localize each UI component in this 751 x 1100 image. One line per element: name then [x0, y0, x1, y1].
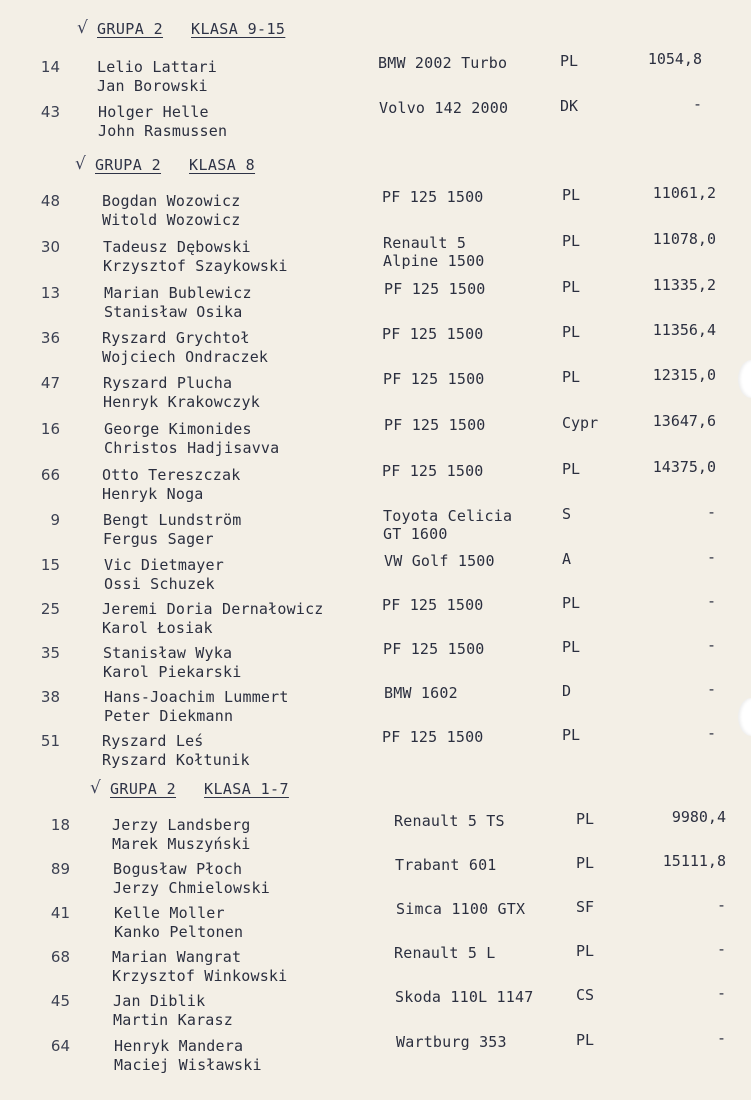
country-code: A: [562, 550, 572, 568]
car-model-line2: Alpine 1500: [383, 252, 485, 270]
car-model: Simca 1100 GTX: [396, 900, 526, 918]
start-number: 9: [50, 511, 60, 529]
country-code: PL: [562, 368, 581, 386]
country-code: PL: [576, 1031, 595, 1049]
car-model: PF 125 1500: [382, 728, 484, 746]
checkmark-icon: √: [77, 18, 89, 38]
country-code: PL: [576, 942, 595, 960]
car-model: Renault 5: [383, 234, 467, 252]
co-driver-name: Marek Muszyński: [112, 835, 251, 853]
start-number: 89: [50, 860, 70, 878]
driver-name: Jerzy Landsberg: [112, 816, 251, 834]
driver-name: Henryk Mandera: [114, 1037, 244, 1055]
car-model: Wartburg 353: [396, 1033, 507, 1051]
country-code: CS: [576, 986, 595, 1004]
co-driver-name: Stanisław Osika: [104, 303, 243, 321]
result-value: -: [706, 548, 716, 566]
start-number: 13: [40, 284, 60, 302]
group-header: [77, 18, 286, 38]
start-number: 38: [40, 688, 60, 706]
driver-name: Ryszard Plucha: [103, 374, 233, 392]
result-value: -: [716, 984, 726, 1002]
country-code: PL: [562, 638, 581, 656]
start-number: 51: [40, 732, 60, 750]
start-number: 18: [50, 816, 70, 834]
start-number: 25: [40, 600, 60, 618]
driver-name: Holger Helle: [98, 103, 209, 121]
result-value: 9980,4: [671, 808, 726, 826]
country-code: PL: [560, 52, 579, 70]
group-label: GRUPA 2: [110, 780, 177, 798]
group-header: [90, 778, 289, 798]
car-model: PF 125 1500: [382, 596, 484, 614]
car-model-line2: GT 1600: [383, 525, 448, 543]
entry-row: [0, 1029, 751, 1081]
car-model: Skoda 110L 1147: [395, 988, 534, 1006]
result-value: 13647,6: [652, 412, 716, 430]
class-label: KLASA 1-7: [204, 780, 289, 798]
start-number: 48: [40, 192, 60, 210]
country-code: PL: [576, 810, 595, 828]
start-number: 64: [50, 1037, 70, 1055]
car-model: Toyota Celicia: [383, 507, 513, 525]
driver-name: Bogusław Płoch: [113, 860, 243, 878]
co-driver-name: Jan Borowski: [97, 77, 208, 95]
country-code: PL: [562, 726, 581, 744]
car-model: PF 125 1500: [384, 416, 486, 434]
country-code: PL: [576, 854, 595, 872]
start-number: 68: [50, 948, 70, 966]
result-value: -: [706, 592, 716, 610]
driver-name: Jeremi Doria Dernałowicz: [102, 600, 324, 618]
start-number: 43: [40, 103, 60, 121]
result-value: -: [706, 636, 716, 654]
result-value: 14375,0: [652, 458, 716, 476]
entry-row: [0, 95, 751, 147]
start-number: 14: [40, 58, 60, 76]
start-number: 15: [40, 556, 60, 574]
result-value: -: [706, 680, 716, 698]
country-code: DK: [560, 97, 579, 115]
group-label: GRUPA 2: [95, 156, 162, 174]
country-code: D: [562, 682, 572, 700]
co-driver-name: Jerzy Chmielowski: [113, 879, 270, 897]
driver-name: Tadeusz Dębowski: [103, 238, 251, 256]
car-model: PF 125 1500: [382, 325, 484, 343]
co-driver-name: Ryszard Kołtunik: [102, 751, 250, 769]
co-driver-name: Karol Łosiak: [102, 619, 213, 637]
result-value: -: [716, 940, 726, 958]
result-value: 12315,0: [652, 366, 716, 384]
country-code: PL: [562, 278, 581, 296]
country-code: PL: [562, 232, 581, 250]
group-header: [75, 154, 256, 174]
car-model: Renault 5 L: [394, 944, 496, 962]
class-label: KLASA 9-15: [191, 20, 286, 38]
co-driver-name: Henryk Noga: [102, 485, 204, 503]
driver-name: Kelle Moller: [114, 904, 225, 922]
driver-name: Jan Diblik: [113, 992, 206, 1010]
country-code: PL: [562, 323, 581, 341]
start-number: 41: [50, 904, 70, 922]
car-model: BMW 2002 Turbo: [378, 54, 508, 72]
result-value: -: [706, 724, 716, 742]
co-driver-name: Maciej Wisławski: [114, 1056, 262, 1074]
co-driver-name: Wojciech Ondraczek: [102, 348, 269, 366]
driver-name: Otto Tereszczak: [102, 466, 241, 484]
result-value: 11356,4: [652, 321, 716, 339]
co-driver-name: Christos Hadjisavva: [104, 439, 280, 457]
driver-name: Lelio Lattari: [97, 58, 217, 76]
driver-name: Stanisław Wyka: [103, 644, 233, 662]
class-label: KLASA 8: [189, 156, 256, 174]
driver-name: Hans-Joachim Lummert: [104, 688, 289, 706]
start-number: 30: [40, 238, 60, 256]
group-label: GRUPA 2: [97, 20, 164, 38]
car-model: Trabant 601: [395, 856, 497, 874]
co-driver-name: Witold Wozowicz: [102, 211, 241, 229]
result-value: 1054,8: [647, 50, 702, 68]
start-number: 36: [40, 329, 60, 347]
start-number: 47: [40, 374, 60, 392]
start-number: 45: [50, 992, 70, 1010]
car-model: PF 125 1500: [383, 370, 485, 388]
result-value: 15111,8: [662, 852, 726, 870]
result-value: -: [692, 95, 702, 113]
car-model: Renault 5 TS: [394, 812, 505, 830]
car-model: PF 125 1500: [383, 640, 485, 658]
start-number: 35: [40, 644, 60, 662]
driver-name: Marian Wangrat: [112, 948, 242, 966]
driver-name: Ryszard Leś: [102, 732, 204, 750]
driver-name: Vic Dietmayer: [104, 556, 224, 574]
result-value: 11061,2: [652, 184, 716, 202]
country-code: Cypr: [562, 414, 599, 432]
driver-name: Bengt Lundström: [103, 511, 242, 529]
car-model: BMW 1602: [384, 684, 458, 702]
country-code: PL: [562, 460, 581, 478]
co-driver-name: Krzysztof Szaykowski: [103, 257, 288, 275]
start-number: 16: [40, 420, 60, 438]
result-value: 11335,2: [652, 276, 716, 294]
result-value: -: [716, 896, 726, 914]
co-driver-name: Karol Piekarski: [103, 663, 242, 681]
driver-name: George Kimonides: [104, 420, 252, 438]
car-model: PF 125 1500: [382, 462, 484, 480]
entry-row: [0, 724, 751, 776]
co-driver-name: Henryk Krakowczyk: [103, 393, 260, 411]
co-driver-name: Fergus Sager: [103, 530, 214, 548]
co-driver-name: Martin Karasz: [113, 1011, 233, 1029]
country-code: PL: [562, 186, 581, 204]
country-code: SF: [576, 898, 595, 916]
co-driver-name: Krzysztof Winkowski: [112, 967, 288, 985]
co-driver-name: John Rasmussen: [98, 122, 228, 140]
car-model: Volvo 142 2000: [379, 99, 509, 117]
car-model: PF 125 1500: [384, 280, 486, 298]
co-driver-name: Kanko Peltonen: [114, 923, 244, 941]
driver-name: Bogdan Wozowicz: [102, 192, 241, 210]
co-driver-name: Ossi Schuzek: [104, 575, 215, 593]
country-code: S: [562, 505, 572, 523]
co-driver-name: Peter Diekmann: [104, 707, 234, 725]
driver-name: Marian Bublewicz: [104, 284, 252, 302]
result-value: -: [716, 1029, 726, 1047]
car-model: PF 125 1500: [382, 188, 484, 206]
country-code: PL: [562, 594, 581, 612]
checkmark-icon: √: [90, 778, 102, 798]
driver-name: Ryszard Grychtoł: [102, 329, 250, 347]
result-value: 11078,0: [652, 230, 716, 248]
checkmark-icon: √: [75, 154, 87, 174]
start-number: 66: [40, 466, 60, 484]
car-model: VW Golf 1500: [384, 552, 495, 570]
result-value: -: [706, 503, 716, 521]
